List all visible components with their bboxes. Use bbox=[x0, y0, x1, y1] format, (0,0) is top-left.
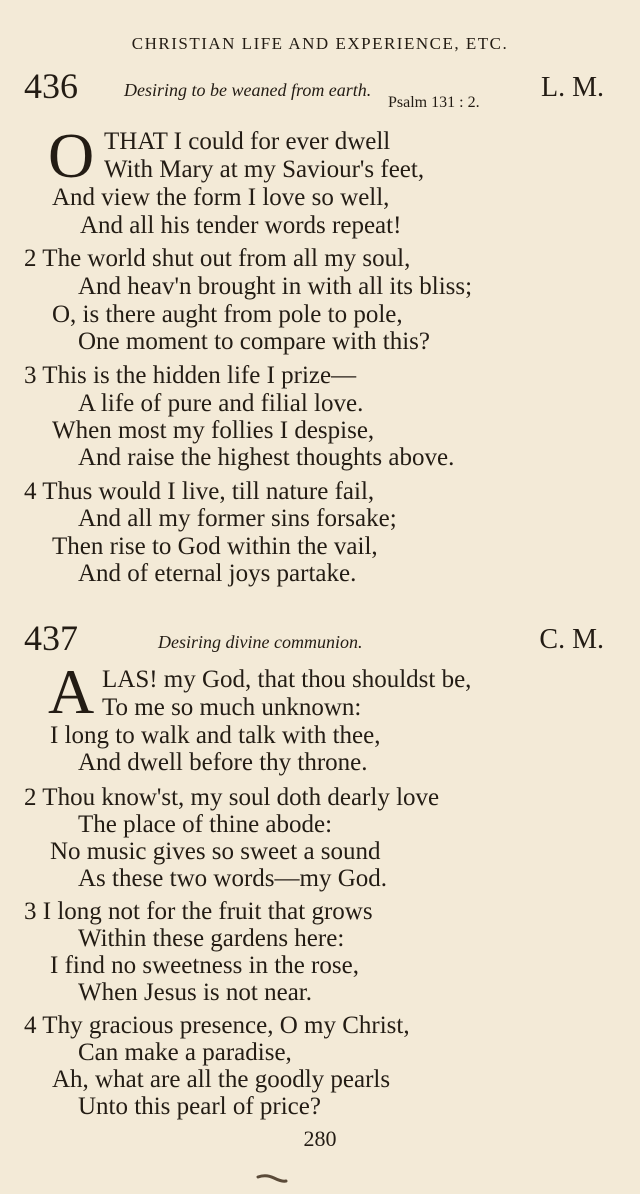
verse-line: Within these gardens here: bbox=[78, 925, 345, 952]
verse-line: And all my former sins forsake; bbox=[78, 505, 397, 532]
verse-line: THAT I could for ever dwell bbox=[104, 128, 391, 155]
hymn-title: Desiring divine communion. bbox=[158, 632, 363, 652]
verse-line: O, is there aught from pole to pole, bbox=[52, 301, 403, 328]
drop-cap: O bbox=[48, 120, 95, 191]
verse-line: And view the form I love so well, bbox=[52, 184, 390, 211]
verse-line: The place of thine abode: bbox=[78, 811, 333, 838]
verse-line: A life of pure and filial love. bbox=[78, 390, 364, 417]
verse-line: To me so much unknown: bbox=[102, 694, 362, 721]
verse-line: I find no sweetness in the rose, bbox=[50, 952, 359, 979]
verse-line: Then rise to God within the vail, bbox=[52, 533, 378, 560]
verse-line: 4 Thus would I live, till nature fail, bbox=[24, 478, 375, 505]
hymn-meter: C. M. bbox=[539, 624, 604, 655]
verse-line: 3 This is the hidden life I prize— bbox=[24, 362, 357, 389]
verse-line: 3 I long not for the fruit that grows bbox=[24, 898, 373, 925]
verse-line: And heav'n brought in with all its bliss; bbox=[78, 273, 473, 300]
verse-line: Can make a paradise, bbox=[78, 1039, 292, 1066]
verse-line: And dwell before thy throne. bbox=[78, 749, 368, 776]
verse-line: And raise the highest thoughts above. bbox=[78, 444, 455, 471]
hymn-title: Desiring to be weaned from earth. bbox=[124, 80, 372, 100]
hymn-436-header bbox=[0, 68, 640, 108]
hymn-number: 437 bbox=[24, 618, 78, 658]
verse-line: I long to walk and talk with thee, bbox=[50, 722, 381, 749]
verse-line: And of eternal joys partake. bbox=[78, 560, 357, 587]
verse-line: Ah, what are all the goodly pearls bbox=[52, 1066, 391, 1093]
scripture-reference: Psalm 131 : 2. bbox=[388, 94, 480, 111]
running-head: CHRISTIAN LIFE AND EXPERIENCE, ETC. bbox=[131, 34, 509, 53]
verse-line: And all his tender words repeat! bbox=[80, 212, 402, 239]
hymn-meter: L. M. bbox=[541, 72, 604, 103]
verse-line: 4 Thy gracious presence, O my Christ, bbox=[24, 1012, 410, 1039]
hymn-number: 436 bbox=[24, 66, 78, 106]
verse-line: When most my follies I despise, bbox=[52, 417, 375, 444]
verse-line: LAS! my God, that thou shouldst be, bbox=[102, 666, 472, 693]
verse-line: 2 Thou know'st, my soul doth dearly love bbox=[24, 784, 440, 811]
verse-line: Unto this pearl of price? bbox=[78, 1093, 321, 1120]
verse-line: When Jesus is not near. bbox=[78, 979, 312, 1006]
page-number: 280 bbox=[303, 1126, 337, 1151]
ink-smudge-icon bbox=[256, 1172, 288, 1186]
verse-line: As these two words—my God. bbox=[78, 865, 388, 892]
verse-line: 2 The world shut out from all my soul, bbox=[24, 245, 411, 272]
hymn-437-header bbox=[0, 620, 640, 660]
verse-line: One moment to compare with this? bbox=[78, 328, 431, 355]
verse-line: No music gives so sweet a sound bbox=[50, 838, 381, 865]
verse-line: With Mary at my Saviour's feet, bbox=[104, 156, 425, 183]
drop-cap: A bbox=[48, 656, 95, 727]
